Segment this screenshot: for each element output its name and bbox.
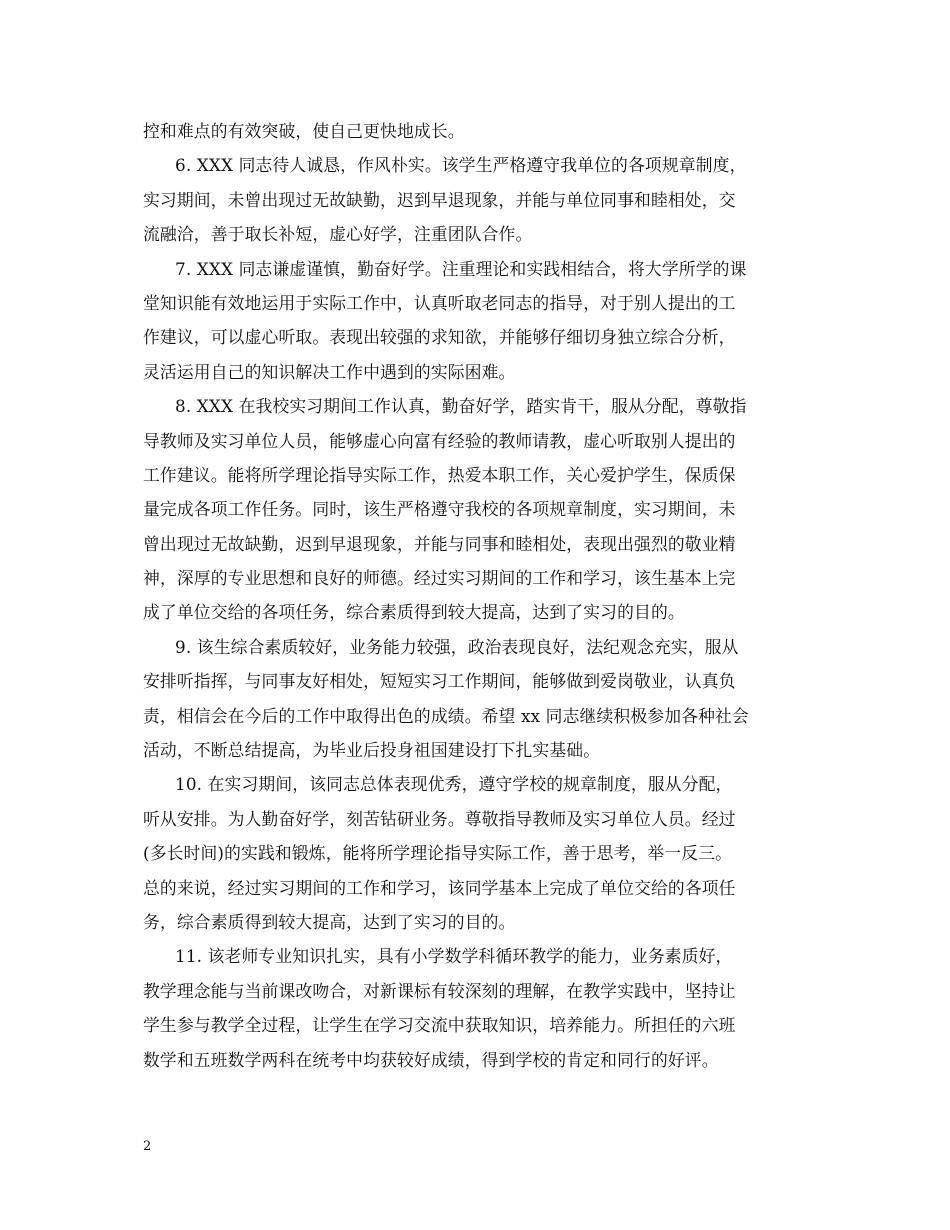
paragraph-11-first-line: 11. 该老师专业知识扎实，具有小学数学科循环教学的能力，业务素质好，	[175, 946, 733, 967]
page-number: 2	[143, 1139, 152, 1154]
paragraph-9-first-line: 9. 该生综合素质较好，业务能力较强，政治表现良好，法纪观念充实，服从	[175, 636, 739, 657]
document-body	[143, 114, 815, 1077]
text-line: 务，综合素质得到较大提高，达到了实习的目的。	[143, 911, 516, 932]
text-line: 神，深厚的专业思想和良好的师德。经过实习期间的工作和学习，该生基本上完	[143, 568, 736, 589]
text-line: 作建议，可以虚心听取。表现出较强的求知欲，并能够仔细切身独立综合分析，	[143, 327, 736, 348]
text-line: 成了单位交给的各项任务，综合素质得到较大提高，达到了实习的目的。	[143, 602, 685, 623]
text-line: 数学和五班数学两科在统考中均获较好成绩，得到学校的肯定和同行的好评。	[143, 1049, 719, 1070]
paragraph-10-first-line: 10. 在实习期间，该同志总体表现优秀，遵守学校的规章制度，服从分配，	[175, 774, 733, 795]
paragraph-7-first-line: 7. XXX 同志谦虚谨慎，勤奋好学。注重理论和实践相结合，将大学所学的课	[175, 258, 747, 279]
text-line: 安排听指挥，与同事友好相处，短短实习工作期间，能够做到爱岗敬业，认真负	[143, 671, 736, 692]
paragraph-8-first-line: 8. XXX 在我校实习期间工作认真，勤奋好学，踏实肯干，服从分配，尊敬指	[175, 396, 747, 417]
text-line: 责，相信会在今后的工作中取得出色的成绩。希望 xx 同志继续积极参加各种社会	[143, 705, 749, 726]
text-line: 堂知识能有效地运用于实际工作中，认真听取老同志的指导，对于别人提出的工	[143, 292, 736, 313]
paragraph-6-first-line: 6. XXX 同志待人诚恳，作风朴实。该学生严格遵守我单位的各项规章制度，	[175, 155, 747, 176]
text-line: 灵活运用自己的知识解决工作中遇到的实际困难。	[143, 361, 516, 382]
text-line: 活动，不断总结提高，为毕业后投身祖国建设打下扎实基础。	[143, 740, 601, 761]
text-line: 教学理念能与当前课改吻合，对新课标有较深刻的理解，在教学实践中，坚持让	[143, 980, 736, 1001]
text-line: 导教师及实习单位人员，能够虚心向富有经验的教师请教，虚心听取别人提出的	[143, 430, 736, 451]
text-line: 量完成各项工作任务。同时，该生严格遵守我校的各项规章制度，实习期间，未	[143, 499, 736, 520]
text-line: 实习期间，未曾出现过无故缺勤，迟到早退现象，并能与单位同事和睦相处，交	[143, 189, 736, 210]
text-line: 流融洽，善于取长补短，虚心好学，注重团队合作。	[143, 224, 533, 245]
text-line: 总的来说，经过实习期间的工作和学习，该同学基本上完成了单位交给的各项任	[143, 877, 736, 898]
text-line: 曾出现过无故缺勤，迟到早退现象，并能与同事和睦相处，表现出强烈的敬业精	[143, 533, 736, 554]
text-line: 控和难点的有效突破，使自己更快地成长。	[143, 121, 465, 141]
text-line: 学生参与教学全过程，让学生在学习交流中获取知识，培养能力。所担任的六班	[143, 1015, 736, 1036]
text-line: 工作建议。能将所学理论指导实际工作，热爱本职工作，关心爱护学生，保质保	[143, 464, 736, 485]
text-line: (多长时间)的实践和锻炼，能将所学理论指导实际工作，善于思考，举一反三。	[143, 843, 733, 864]
text-line: 听从安排。为人勤奋好学，刻苦钻研业务。尊敬指导教师及实习单位人员。经过	[143, 808, 736, 829]
